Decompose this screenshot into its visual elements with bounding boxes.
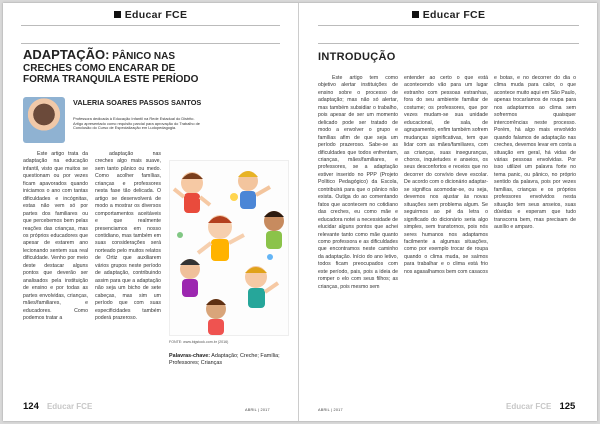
page-number: 124 [23,401,39,412]
left-column-1 [23,151,88,322]
paragraph: Este artigo trata da adaptação na educação infantil, visto que muitos se questionam ou por vezes ficam apavorados quando iniciamos o ano com tantas dificuldades e incógnitas, estas não vem só por partes dos familiares ou que percebemos bem pelas reações das crianças, mas os próprios educadores que apesar de estarem ano lecionando sentem sua real dificuldade. Venho por meio deste destacar alguns pontos que deverão ser analisados pela instituição de ensino e por todas as partes envolvidas, crianças, mães/familiares, e educadores. Como podemos tratar a [23,151,88,321]
header-rule [318,25,579,26]
magazine-spread [3,3,597,421]
section-title: INTRODUÇÃO [318,51,396,63]
footer-magazine: Educar FCE [506,402,552,411]
paragraph: adaptação nas creches algo mais suave, sem tanto pânico ou medo. Como acolher famílias, crianças e professores nesta fase tão delicada. O artigo se desenvolverá de modo a mostrar os diversos comportamentos aceitáveis e que realmente presenciamos em nosso contidiano, mas também em suas considerações será norteado pelo muitos relatos de Ortiz que auxiliarem vários grupos neste período de adaptação, contribuindo assim para que a adaptação não seja um bicho de sete cabeças, mas sim um período que com suas especificidades também poderá prazeroso. [95,151,161,321]
keywords-label: Palavras-chave: [169,353,211,359]
left-page [3,3,299,421]
right-column-3 [494,75,576,232]
title-rule [21,43,280,44]
title-rest: PÂNICO NAS CRECHES COMO ENCARAR DE FORMA TRANQUILA ESTE PERÍODO [23,51,199,85]
image-credit: FONTE: www.bigstock.com.br (2016) [169,340,229,344]
masthead-title: Educar FCE [124,9,188,21]
left-footer [23,401,98,413]
masthead-title: Educar FCE [422,9,486,21]
right-footer [500,401,575,413]
keywords [169,353,289,368]
right-page [300,3,597,421]
page-number: 125 [559,401,576,412]
right-footer-date [318,404,343,416]
cartoon-children-image [170,161,289,336]
square-bullet-icon [412,11,419,18]
footer-magazine: Educar FCE [46,402,93,411]
footer-date: ABRIL | 2017 [245,408,270,412]
paragraph: entender ao certo o que está acontecendo vão para um lugar estranho com pessoas estranhas, fora do seu ambiente familiar de costume; os professores, que por vezes mudam-se sua unidade educacional, de sala, de agrupamento, enfim também sofrem mudanças significativas, tem que lidar com as mães/familiares, com as crianças, suas inseguranças, choros, inquietudes e anseios, os seus desconfortos e receios que no decorrer do convívio deve escolar. De acordo com o dicionário adaptar-se significa acomodar-se, ou seja, devemos nos ajustar às novas situações sem problema algum. Se seguirmos ao pé da letra o significado do dicionário seria algo simples, sem transtornos, pois nós seres humanos nos adaptamos facilmente a algumas situações, como por exemplo trocar de roupa quando o clima muda, se saímos para trabalhar e o clima está frio nos agasalhamos bem com casacos [404,75,488,275]
title-lead: ADAPTAÇÃO: [23,47,110,62]
header-rule [21,25,280,26]
square-bullet-icon [114,11,121,18]
paragraph: Este artigo tem como objetivo alertar instituições de ensino sobre o processo de adaptação; mas não só alertar, mas também subsidiar o trabalho, pois apesar de ser um momento delicado pode ser tratado de modo a envolver o grupo e famílias afim de que seja um período prazeroso. Sabe-se as dificuldades que todos enfrentam, crianças, mães/familiares, e professores, se a adaptação estiver inserido no PPP (Projeto Político Pedagógico) da Escola, contribuirá para que o pânico não exista. Outiga do ao comentando fatos que acontecem no cotidiano das creches, eu como mãe e educadora notei a necessidade de elucidar alguns pontos que achei relevante tanto como mãe quanto como professora e as dificuldades que encontramos neste caminho da adaptação. Início do ano letivo, todos ficam preocupados com este período, pais, pois a ideia de romper o elo com seus filhos; as crianças, pois mesmo sem [318,75,398,290]
article-title [23,49,203,86]
author-bio: Professora dedicada à Educação Infantil na Rede Estadual do Distrito. Artigo apresentado como requisito parcial para aprovação do Trabalho de Conclusão do Curso de Especialização em Ludopedagogia. [73,116,200,131]
right-column-2 [404,75,488,276]
left-masthead [3,9,298,21]
left-column-2 [95,151,161,322]
section-rule [318,43,579,44]
right-masthead [300,9,597,21]
keywords-text: Adaptação; Creche; Família; Professores; Crianças [169,353,280,367]
author-name: VALERIA SOARES PASSOS SANTOS [73,98,202,107]
footer-date: ABRIL | 2017 [318,408,343,412]
children-illustration [169,160,289,336]
left-footer-date [245,404,270,416]
author-photo [23,97,65,143]
right-column-1 [318,75,398,291]
paragraph: e botas, e no decorrer do dia o clima muda para calor, o que acontece muito aqui em São Paulo, apenas trocaríamos de roupa para nos adaptarmos ao clima sem sofrermos quaisquer intercorrências neste processo. Porém, há algo mais envolvido quando falamos de adaptação nas creches, devemos levar em conta a situação em geral, há vidas de várias pessoas envolvidas. Por isso utilizei um palavra forte no tema panic, ou pânico, no próprio sentido da palavra, pois por vezes famílias, crianças e os próprios professores envolvidos nesta situação tem seus anseios, suas dúvidas e esperam que tudo transcorra bem, mas precisam de auxílio e amparo. [494,75,576,231]
